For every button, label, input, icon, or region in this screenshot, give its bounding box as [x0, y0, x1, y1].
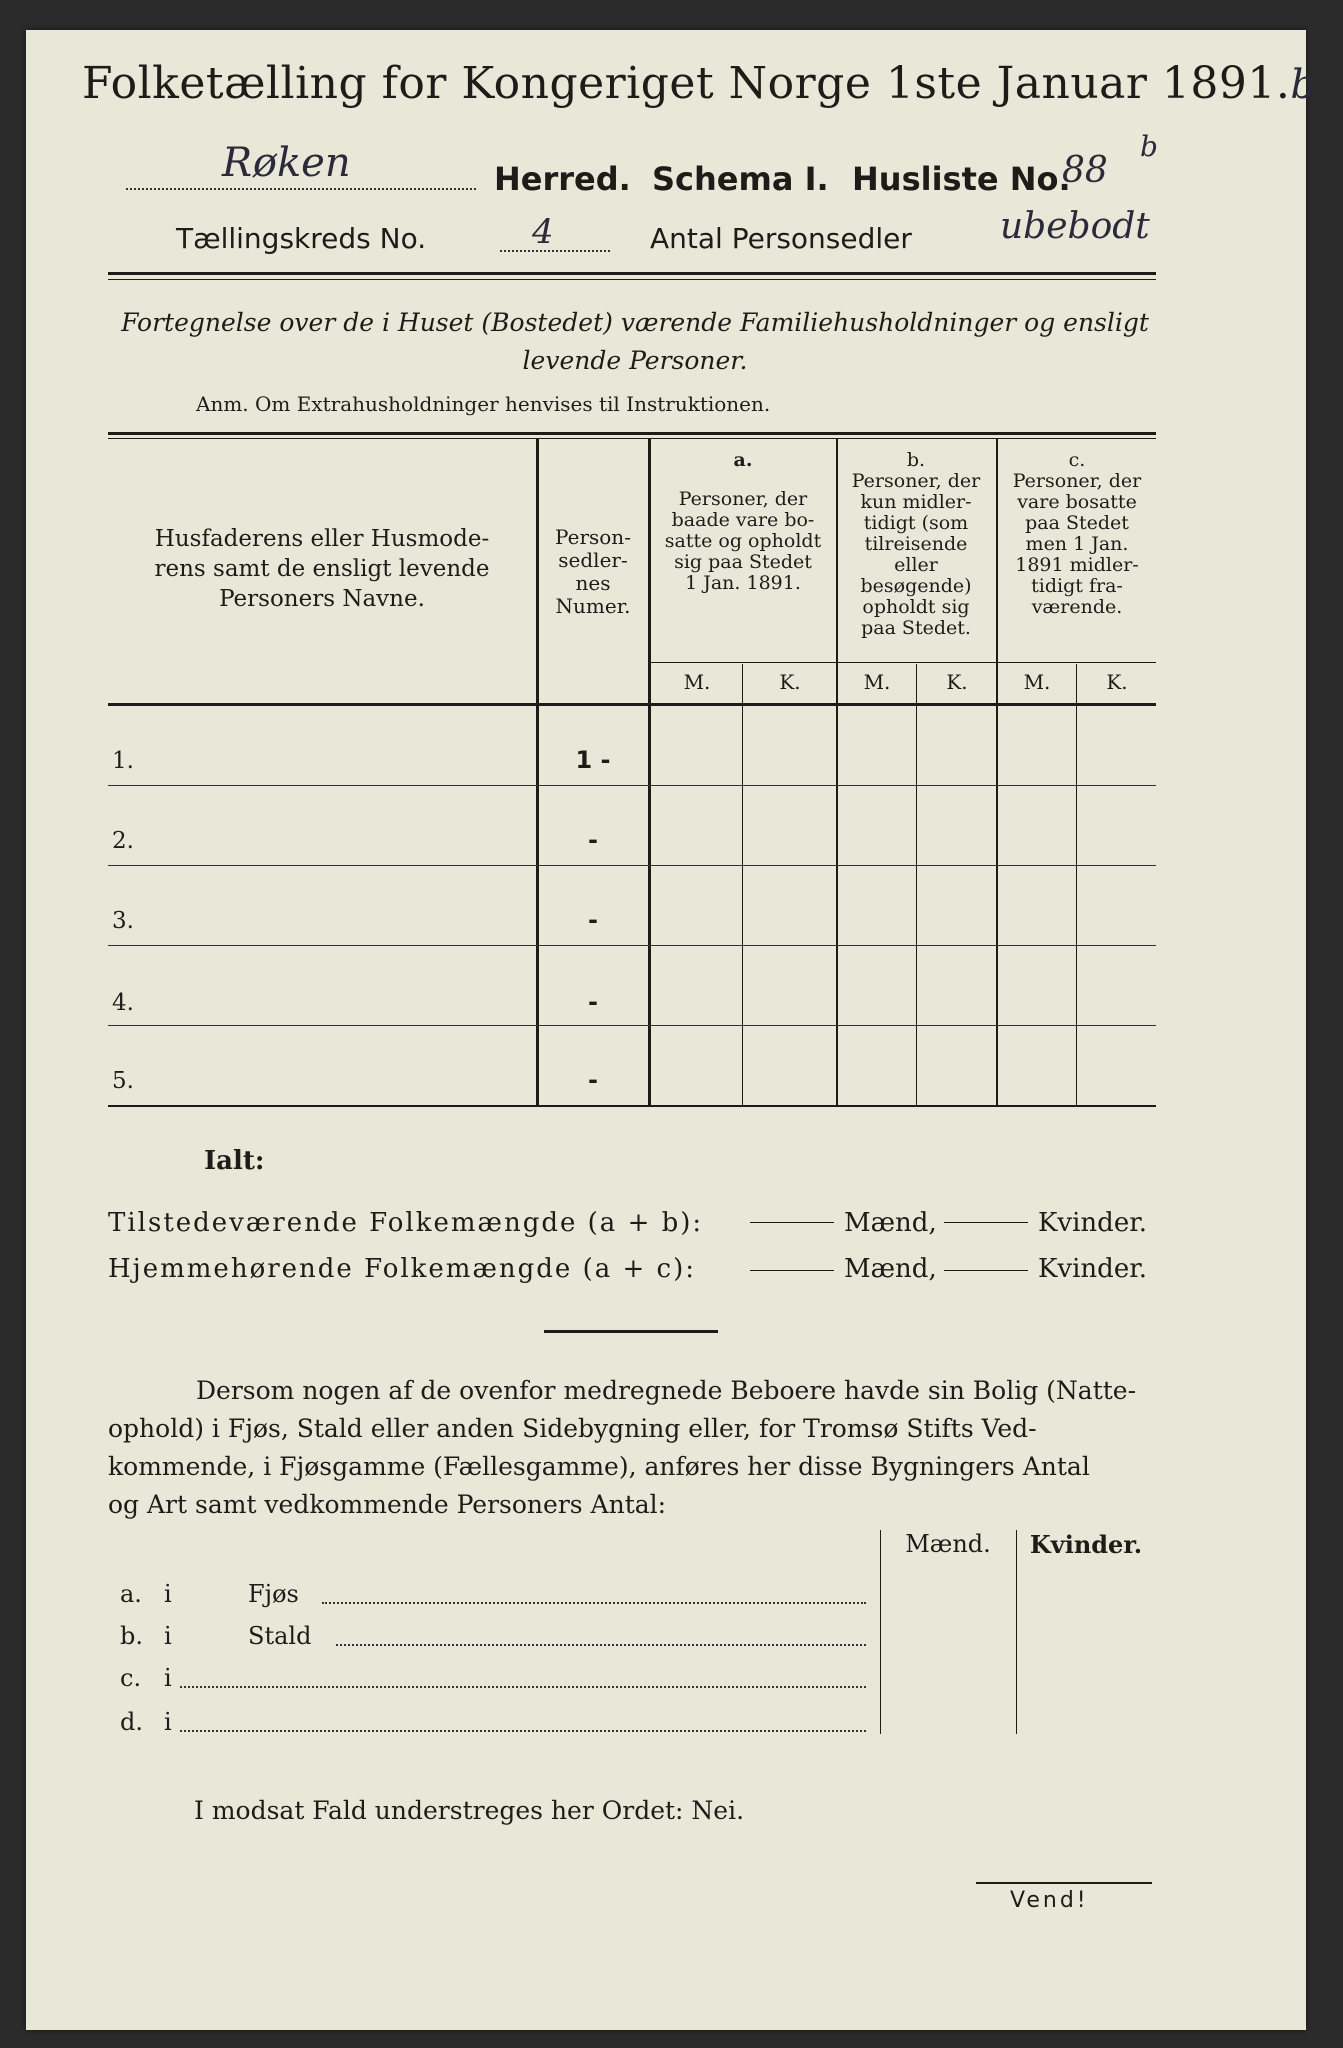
col-divider-names	[536, 438, 539, 1105]
kreds-value: 4	[532, 212, 554, 252]
table-header-bottom-rule	[108, 703, 1156, 706]
row-number: -	[588, 906, 598, 934]
row-label: 2.	[112, 828, 134, 854]
col-b-k-label: K.	[946, 670, 968, 694]
ialt-label: Ialt:	[204, 1146, 265, 1176]
buildings-col-maend: Mænd.	[905, 1530, 991, 1558]
col-divider-number	[648, 438, 651, 1105]
vend-label: Vend!	[1010, 1888, 1089, 1913]
row-label: 3.	[112, 908, 134, 934]
totals-present-kvinder: Kvinder.	[1038, 1208, 1148, 1238]
row-number: -	[588, 826, 598, 854]
header-rule	[108, 272, 1156, 275]
form-title: Folketælling for Kongeriget Norge 1ste Januar 1891.b	[82, 58, 1317, 109]
totals-resident-label: Hjemmehørende Folkemængde (a + c):	[108, 1254, 696, 1284]
row-label: 4.	[112, 990, 134, 1016]
table-bottom-rule	[108, 1105, 1156, 1107]
row-label: 5.	[112, 1068, 134, 1094]
totals-resident-kvinder: Kvinder.	[1038, 1254, 1148, 1284]
herred-dotted-line	[126, 188, 476, 190]
intro-text: Fortegnelse over de i Huset (Bostedet) værende Familiehusholdninger og ensligt levende Personer.	[121, 308, 1149, 375]
col-a-k-label: K.	[779, 670, 801, 694]
annotation-note: Anm. Om Extrahusholdninger henvises til Instruktionen.	[196, 392, 771, 416]
row-number: 1 -	[575, 746, 611, 774]
section-divider	[544, 1330, 718, 1333]
herred-value: Røken	[222, 140, 351, 186]
husliste-label: Husliste No.	[852, 160, 1071, 198]
col-c-m-label: M.	[1023, 670, 1051, 694]
col-header-names: Husfaderens eller Husmode- rens samt de ensligt levende Personers Navne.	[154, 526, 490, 612]
col-a-m-label: M.	[683, 670, 711, 694]
antal-value: ubebodt	[1000, 206, 1150, 247]
row-label: 1.	[112, 748, 134, 774]
totals-resident-maend: Mænd,	[844, 1254, 937, 1284]
col-c-k-label: K.	[1106, 670, 1128, 694]
herred-label: Herred.	[494, 160, 631, 198]
totals-present-label: Tilstedeværende Folkemængde (a + b):	[108, 1208, 704, 1238]
husliste-hand-suffix: b	[1140, 130, 1158, 163]
mk-subheader-rule	[650, 662, 1156, 663]
table-top-rule	[108, 432, 1156, 435]
schema-label: Schema I.	[652, 160, 829, 198]
buildings-paragraph: Dersom nogen af de ovenfor medregnede Beboere havde sin Bolig (Natte- ophold) i Fjøs, Stald eller anden Sidebygning eller, for Tromsø Stifts Ved- kommende, i Fjøsgamme (Fællesgamme), anføres her disse Bygningers Antal og Art samt vedkommende Personers Antal:	[108, 1376, 1137, 1519]
kreds-dotted-line	[500, 250, 610, 252]
nei-instruction: I modsat Fald understreges her Ordet: Nei.	[194, 1796, 745, 1825]
antal-label: Antal Personsedler	[650, 222, 912, 255]
row-number: -	[588, 988, 598, 1016]
col-header-number: Person- sedler- nes Numer.	[555, 525, 631, 618]
row-number: -	[588, 1066, 598, 1094]
husliste-value: 88	[1062, 150, 1108, 191]
col-header-c: c. Personer, der vare bosatte paa Stedet men 1 Jan. 1891 midler- tidigt fra- værende.	[1012, 449, 1142, 618]
col-header-a: a. Personer, der baade vare bo- satte og opholdt sig paa Stedet 1 Jan. 1891.	[664, 449, 822, 594]
header-rule-thin	[108, 279, 1156, 280]
col-header-b: b. Personer, der kun midler- tidigt (som tilreisende eller besøgende) opholdt sig paa Stedet.	[851, 449, 981, 639]
col-b-m-label: M.	[863, 670, 891, 694]
kreds-label: Tællingskreds No.	[176, 222, 427, 255]
buildings-col-kvinder: Kvinder.	[1029, 1530, 1143, 1559]
totals-present-maend: Mænd,	[844, 1208, 937, 1238]
